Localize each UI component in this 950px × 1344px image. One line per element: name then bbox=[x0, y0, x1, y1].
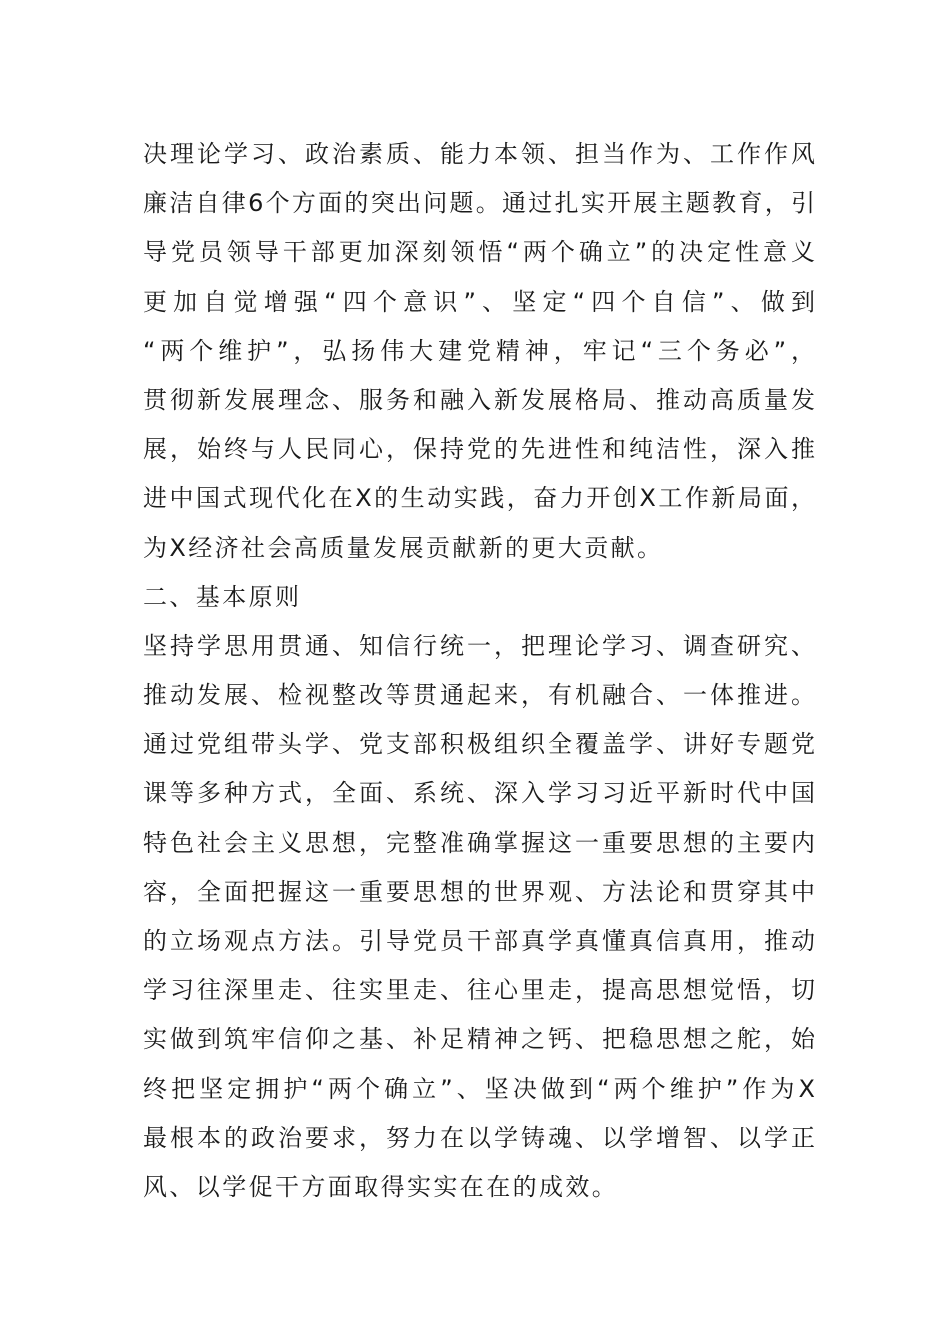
text-line: 决理论学习、政治素质、能力本领、担当作为、工作作风 bbox=[143, 140, 815, 168]
text-line: 更加自觉增强“四个意识”、坚定“四个自信”、做到 bbox=[143, 287, 815, 316]
text-line: 风、以学促干方面取得实实在在的成效。 bbox=[143, 1172, 619, 1201]
text-line: 为X经济社会高质量发展贡献新的更大贡献。 bbox=[143, 533, 664, 562]
text-line: 坚持学思用贯通、知信行统一，把理论学习、调查研究、 bbox=[143, 631, 815, 660]
text-line: 导党员领导干部更加深刻领悟“两个确立”的决定性意义 bbox=[143, 238, 815, 267]
text-line: 贯彻新发展理念、服务和融入新发展格局、推动高质量发 bbox=[143, 385, 815, 414]
text-line: 课等多种方式，全面、系统、深入学习习近平新时代中国 bbox=[143, 779, 815, 808]
text-line: 容，全面把握这一重要思想的世界观、方法论和贯穿其中 bbox=[143, 877, 815, 906]
text-line: “两个维护”，弘扬伟大建党精神，牢记“三个务必”， bbox=[143, 336, 815, 365]
document-body bbox=[143, 130, 815, 1212]
text-line: 实做到筑牢信仰之基、补足精神之钙、把稳思想之舵，始 bbox=[143, 1025, 815, 1054]
text-line: 展，始终与人民同心，保持党的先进性和纯洁性，深入推 bbox=[143, 435, 815, 464]
text-line: 最根本的政治要求，努力在以学铸魂、以学增智、以学正 bbox=[143, 1123, 815, 1152]
text-line: 终把坚定拥护“两个确立”、坚决做到“两个维护”作为X bbox=[143, 1074, 815, 1103]
text-line: 通过党组带头学、党支部积极组织全覆盖学、讲好专题党 bbox=[143, 730, 815, 759]
text-line: 的立场观点方法。引导党员干部真学真懂真信真用，推动 bbox=[143, 927, 815, 955]
text-line: 进中国式现代化在X的生动实践，奋力开创X工作新局面， bbox=[143, 484, 815, 513]
text-line: 廉洁自律6个方面的突出问题。通过扎实开展主题教育，引 bbox=[143, 189, 815, 218]
text-line: 特色社会主义思想，完整准确掌握这一重要思想的主要内 bbox=[143, 828, 815, 857]
section-heading: 二、基本原则 bbox=[143, 582, 302, 611]
text-line: 学习往深里走、往实里走、往心里走，提高思想觉悟，切 bbox=[143, 976, 815, 1005]
text-line: 推动发展、检视整改等贯通起来，有机融合、一体推进。 bbox=[143, 681, 815, 710]
